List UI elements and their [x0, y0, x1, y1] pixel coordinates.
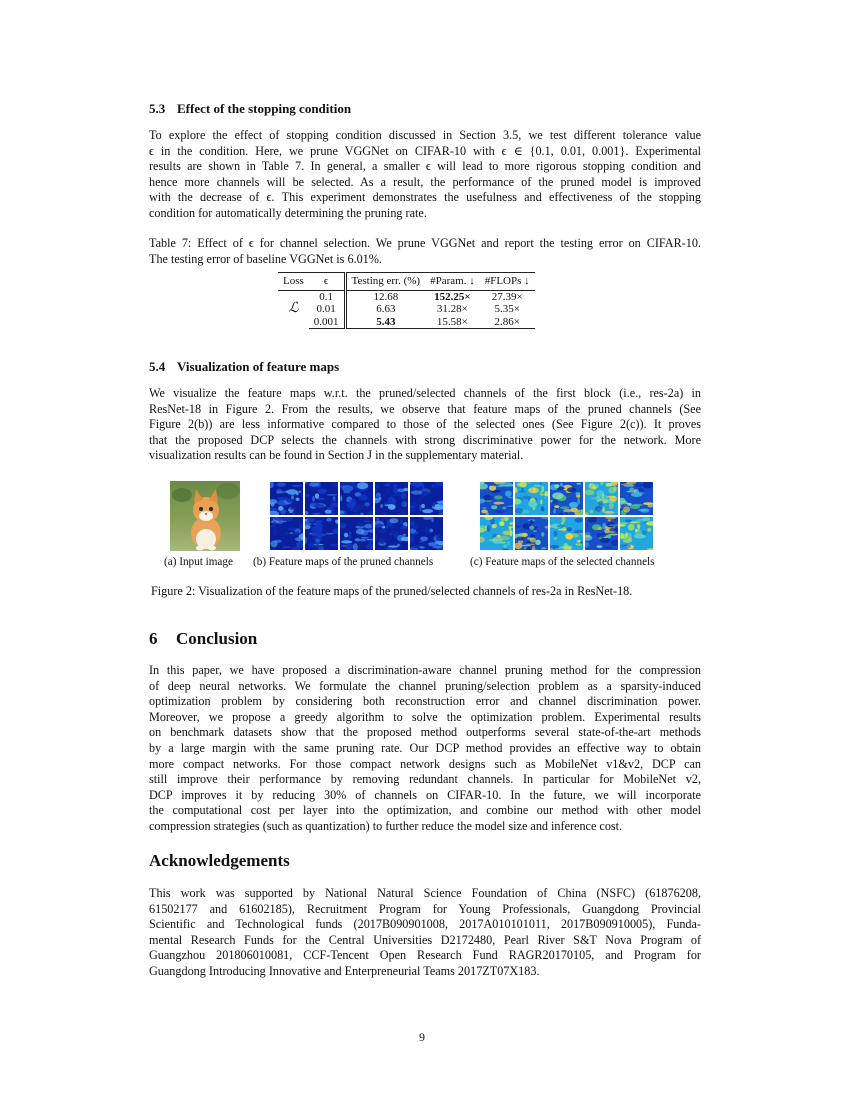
feature-map-tile	[305, 482, 338, 515]
cell-err: 5.43	[345, 316, 425, 329]
table-row	[278, 290, 535, 303]
feature-map-tile	[550, 517, 583, 550]
feature-map-tile	[375, 517, 408, 550]
acknowledgements-paragraph: This work was supported by National Natural Science Foundation of China (NSFC) (61876208, 61502177 and 61602185), Recruitment Program for Young Professionals, Guangdong Provincial Scientific and Technological funds (2017B090901008, 2017A010101011, 2017B090910005), Funda- mental Research Funds for the Central Universities D2172480, Pearl River S&T Nova Program of Guangzhou 201806010081, CCF-Tencent Open Research Fund RAGR20170105, and Program for Guangdong Introducing Innovative and Enterpreneurial Teams 2017ZT07X183.	[149, 886, 701, 978]
figure-2-caption: Figure 2: Visualization of the feature maps of the pruned/selected channels of res-2a in ResNet-18.	[151, 584, 633, 598]
cell-flops: 5.35×	[494, 303, 520, 315]
cell-param: 15.58×	[425, 316, 480, 329]
conclusion-paragraph: In this paper, we have proposed a discrimination-aware channel pruning method for the compression of deep neural networks. We formulate the channel pruning/selection problem as a sparsity-induced optimization problem by considering both reconstruction error and channel discrimination power. Moreover, we propose a greedy algorithm to solve the optimization problem. Experimental results on benchmark datasets show that the proposed method outperforms several state-of-the-art methods by a large margin with the same pruning rate. Our DCP method provides an effective way to obtain more compact networks. For those compact network designs such as MobileNet v1&v2, DCP can still improve their performance by removing redundant channels. In particular for MobileNet v2, DCP improves it by reducing 30% of channels on CIFAR-10. In the future, we will incorporate the computational cost per layer into the optimization, and combine our method with other model compression strategies (such as quantization) to further reduce the model size and inference cost.	[149, 663, 701, 833]
table-header-row	[278, 273, 535, 291]
cell-err: 12.68	[373, 290, 399, 303]
feature-map-tile	[515, 482, 548, 515]
selected-feature-maps	[480, 482, 653, 550]
feature-map-tile	[480, 482, 513, 515]
section-heading-5-4: 5.4 Visualization of feature maps	[149, 359, 340, 374]
page-number: 9	[419, 1030, 425, 1044]
paper-page	[149, 0, 701, 1100]
figure-2	[149, 481, 701, 551]
cell-param: 31.28×	[436, 303, 468, 315]
feature-map-tile	[585, 517, 618, 550]
cell-eps: 0.1	[309, 290, 345, 303]
feature-map-tile	[515, 517, 548, 550]
feature-map-tile	[480, 517, 513, 550]
section-5-4-paragraph: We visualize the feature maps w.r.t. the pruned/selected channels of the first block (i.e., res-2a) in ResNet-18 in Figure 2. From the results, we observe that feature maps of the pruned channels (See Figure 2(b)) are less informative compared to those of the selected ones (See Figure 2(c)). It proves that the proposed DCP selects the channels with strong discriminative power for the network. More visualization results can be found in Section J in the supplementary material.	[149, 386, 701, 463]
feature-map-tile	[270, 482, 303, 515]
feature-map-tile	[620, 517, 653, 550]
feature-map-tile	[585, 482, 618, 515]
cell-flops: 2.86×	[480, 316, 535, 329]
header-epsilon: ϵ	[309, 273, 345, 291]
cell-err: 6.63	[376, 303, 396, 315]
feature-map-tile	[410, 517, 443, 550]
table-row	[278, 303, 535, 316]
feature-map-tile	[550, 482, 583, 515]
subcaption-b: (b) Feature maps of the pruned channels	[253, 556, 434, 568]
cell-eps: 0.01	[309, 303, 345, 316]
feature-map-tile	[620, 482, 653, 515]
feature-map-tile	[410, 482, 443, 515]
section-heading-6: 6 Conclusion	[149, 629, 258, 648]
table-row	[278, 316, 535, 329]
section-5-3-paragraph: To explore the effect of stopping condition discussed in Section 3.5, we test different tolerance value ϵ in the condition. Here, we prune VGGNet on CIFAR-10 with ϵ ∈ {0.1, 0.01, 0.001}. Experimental results are shown in Table 7. In general, a smaller ϵ will lead to more rigorous stopping condition and hence more channels will be selected. As a result, the performance of the pruned model is improved with the decrease of ϵ. This experiment demonstrates the usefulness and effectiveness of the stopping condition for automatically determining the pruning rate.	[149, 128, 701, 220]
feature-map-tile	[340, 517, 373, 550]
subcaption-a: (a) Input image	[164, 556, 233, 568]
acknowledgements-heading: Acknowledgements	[149, 851, 290, 870]
kitten-input-image	[170, 481, 240, 551]
header-flops: #FLOPs ↓	[480, 273, 535, 291]
header-loss: Loss	[278, 273, 309, 291]
cell-param: 152.25×	[434, 290, 471, 303]
feature-map-tile	[270, 517, 303, 550]
feature-map-tile	[375, 482, 408, 515]
feature-map-tile	[340, 482, 373, 515]
loss-symbol: ℒ	[288, 301, 299, 317]
section-heading-5-3: 5.3 Effect of the stopping condition	[149, 101, 352, 116]
table-7-caption: Table 7: Effect of ϵ for channel selection. We prune VGGNet and report the testing error on CIFAR-10. The testing error of baseline VGGNet is 6.01%.	[149, 236, 701, 266]
cell-flops: 27.39×	[491, 290, 523, 303]
pruned-feature-maps	[270, 482, 443, 550]
cell-eps: 0.001	[309, 316, 345, 329]
header-params: #Param. ↓	[425, 273, 480, 291]
subcaption-c: (c) Feature maps of the selected channels	[470, 556, 655, 568]
table-7	[278, 272, 535, 329]
feature-map-tile	[305, 517, 338, 550]
header-testing-error: Testing err. (%)	[345, 273, 425, 291]
